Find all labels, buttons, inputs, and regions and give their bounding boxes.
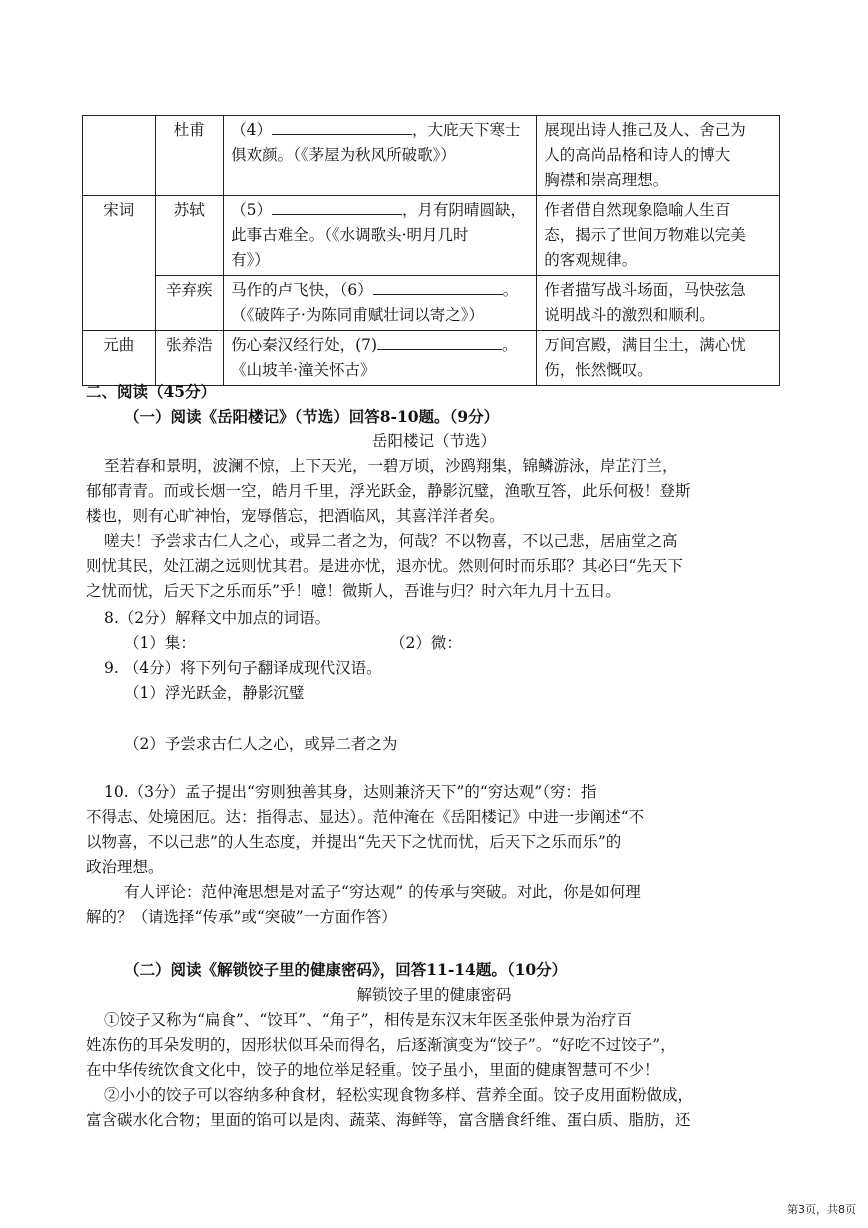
question-cell: 伤心秦汉经行处，(7) 。 《山坡羊·潼关怀古》: [224, 331, 537, 386]
table-row: [83, 116, 780, 196]
question-8-1: （1）集：: [124, 634, 196, 652]
question-8: 8.（2分）解释文中加点的词语。: [104, 609, 331, 627]
question-10-line: 政治理想。: [86, 858, 164, 876]
poetry-table: [82, 115, 780, 386]
analysis-cell: 展现出诗人推己及人、舍己为 人的高尚品格和诗人的博大 胸襟和崇高理想。: [537, 116, 780, 196]
question-cell: 马作的卢飞快，（6） 。 （《破阵子·为陈同甫赋壮词以寄之》）: [224, 276, 537, 331]
question-9-1: （1）浮光跃金，静影沉璧: [124, 684, 305, 702]
question-9: 9. （4分）将下列句子翻译成现代汉语。: [104, 659, 382, 677]
page-number: 第3页，共8页: [787, 1203, 856, 1216]
passage-line: ①饺子又称为“扁食”、“饺耳”、“角子”，相传是东汉末年医圣张仲景为治疗百: [104, 1011, 633, 1029]
passage-line: ②小小的饺子可以容纳多种食材，轻松实现食物多样、营养全面。饺子皮用面粉做成，: [104, 1086, 694, 1104]
era-cell: 元曲: [83, 331, 156, 386]
answer-blank-5[interactable]: [272, 198, 402, 215]
answer-blank-4[interactable]: [272, 118, 412, 135]
question-cell: （5） ，月有阴晴圆缺， 此事古难全。（《水调歌头·明月几时 有》）: [224, 196, 537, 276]
passage-line: 楼也，则有心旷神怡，宠辱偕忘，把酒临风，其喜洋洋者矣。: [86, 507, 505, 525]
poet-cell: 辛弃疾: [155, 276, 224, 331]
passage-line: 则忧其民，处江湖之远则忧其君。是进亦忧，退亦忧。然则何时而乐耶？其必曰“先天下: [86, 557, 683, 575]
question-9-2: （2）予尝求古仁人之心，或异二者之为: [124, 735, 398, 753]
table-row: [83, 276, 780, 331]
question-10-line: 不得志、处境困厄。达：指得志、显达）。范仲淹在《岳阳楼记》中进一步阐述“不: [86, 808, 645, 826]
analysis-cell: 作者描写战斗场面，马快弦急 说明战斗的激烈和顺利。: [537, 276, 780, 331]
part2-heading: （二）阅读《解锁饺子里的健康密码》，回答11-14题。（10分）: [124, 960, 568, 979]
poet-cell: 张养浩: [155, 331, 224, 386]
passage-line: 富含碳水化合物；里面的馅可以是肉、蔬菜、海鲜等，富含膳食纤维、蛋白质、脂肪，还: [86, 1111, 691, 1129]
passage-line: 郁郁青青。而或长烟一空，皓月千里，浮光跃金，静影沉璧，渔歌互答，此乐何极！登斯: [86, 482, 691, 500]
poet-cell: 杜甫: [155, 116, 224, 196]
question-10-line: 解的？（请选择“传承”或“突破”一方面作答）: [86, 908, 397, 926]
question-10: 10.（3分）孟子提出“穷则独善其身，达则兼济天下”的“穷达观”（穷：指: [104, 783, 597, 801]
passage-line: 之忧而忧，后天下之乐而乐”乎！噫！微斯人，吾谁与归？时六年九月十五日。: [86, 582, 621, 600]
passage-line: 嗟夫！予尝求古仁人之心，或异二者之为，何哉？不以物喜，不以己悲，居庙堂之高: [104, 532, 678, 550]
table-row: [83, 331, 780, 386]
question-10-line: 有人评论：范仲淹思想是对孟子“穷达观” 的传承与突破。对此，你是如何理: [124, 883, 641, 901]
passage-line: 至若春和景明，波澜不惊，上下天光，一碧万顷，沙鸥翔集，锦鳞游泳，岸芷汀兰，: [104, 457, 678, 475]
table-row: [83, 196, 780, 276]
poet-cell: 苏轼: [155, 196, 224, 276]
question-cell: （4） ，大庇天下寒士 俱欢颜。（《茅屋为秋风所破歌》）: [224, 116, 537, 196]
analysis-cell: 作者借自然现象隐喻人生百 态，揭示了世间万物难以完美 的客观规律。: [537, 196, 780, 276]
passage-title: 岳阳楼记（节选）: [371, 432, 496, 450]
passage-title: 解锁饺子里的健康密码: [356, 986, 512, 1004]
passage-line: 在中华传统饮食文化中，饺子的地位举足轻重。饺子虽小，里面的健康智慧可不少！: [86, 1061, 660, 1079]
section-heading: 二、阅读（45分）: [86, 382, 217, 401]
passage-line: 姓冻伤的耳朵发明的，因形状似耳朵而得名，后逐渐演变为“饺子”。“好吃不过饺子”，: [86, 1036, 676, 1054]
era-cell: 宋词: [83, 196, 156, 331]
question-10-line: 以物喜，不以己悲”的人生态度，并提出“先天下之忧而忧，后天下之乐而乐”的: [86, 833, 622, 851]
question-8-2: （2）微：: [390, 634, 462, 652]
answer-blank-7[interactable]: [377, 333, 502, 350]
part1-heading: （一）阅读《岳阳楼记》（节选）回答8-10题。（9分）: [124, 407, 500, 426]
analysis-cell: 万间宫殿，满目尘土，满心忧 伤，怅然慨叹。: [537, 331, 780, 386]
era-cell: [83, 116, 156, 196]
answer-blank-6[interactable]: [373, 278, 503, 295]
